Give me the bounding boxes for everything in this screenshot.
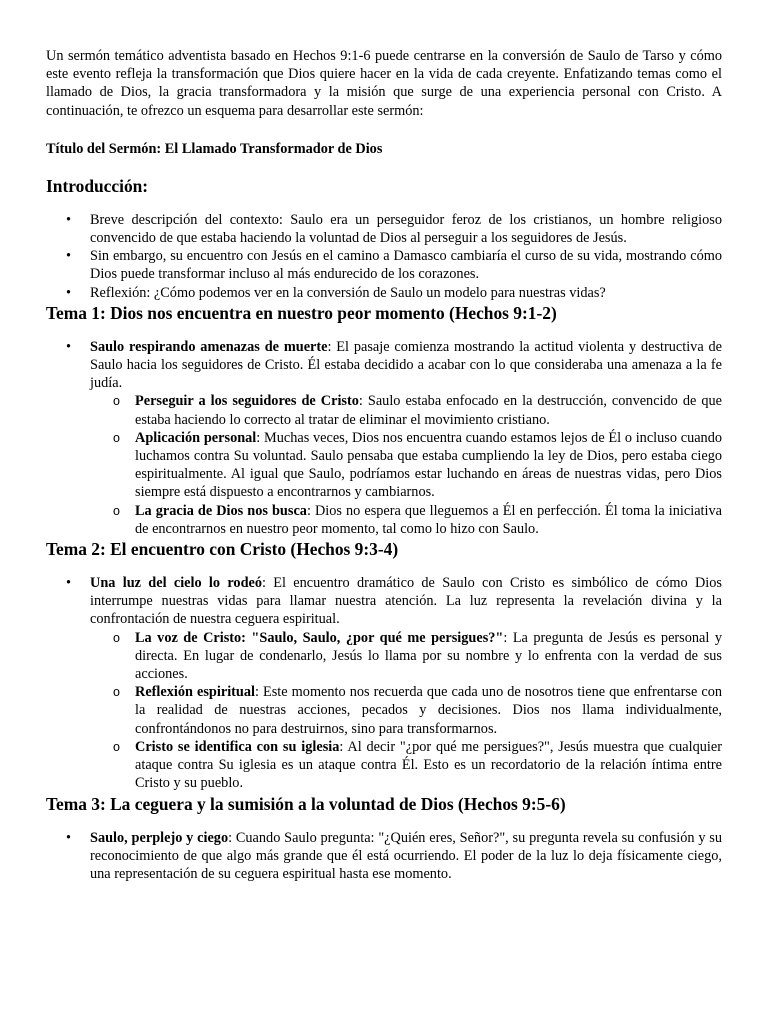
list-item <box>46 247 722 283</box>
tema3-heading: Tema 3: La ceguera y la sumisión a la voluntad de Dios (Hechos 9:5-6) <box>46 793 566 814</box>
sub-item-text: : Dios no espera que lleguemos a Él en perfección. Él toma la iniciativa de encontrarnos en nuestro peor momento, tal como lo hizo con Saulo. <box>135 502 722 537</box>
intro-paragraph: Un sermón temático adventista basado en Hechos 9:1-6 puede centrarse en la conversión de Saulo de Tarso y cómo este evento refleja la transformación que Dios quiere hacer en la vida de cada creyente. Enfatizando temas como el llamado de Dios, la gracia transformadora y la misión que surge de una experiencia personal con Cristo. A continuación, te ofrezco un esquema para desarrollar este sermón: <box>46 48 722 119</box>
sub-item-bold-lead: La gracia de Dios nos busca <box>135 502 307 519</box>
list-item <box>46 211 722 247</box>
sub-item-text: : Muchas veces, Dios nos encuentra cuando estamos lejos de Él o incluso cuando luchamos contra Su voluntad. Saulo pensaba que estaba cumpliendo la ley de Dios, pero estaba ciego espiritualmente. Al igual que Saulo, podríamos estar luchando en áreas de nuestras vidas, pero Dios siempre está dispuesto a encontrarnos y cambiarnos. <box>135 429 723 501</box>
tema3-list <box>46 829 722 884</box>
sub-list-item <box>90 392 722 428</box>
bullet-icon: • <box>66 211 72 228</box>
list-item-text: Reflexión: ¿Cómo podemos ver en la conversión de Saulo un modelo para nuestras vidas? <box>90 284 606 301</box>
sub-item-bold-lead: Aplicación personal <box>135 429 257 446</box>
introduccion-heading: Introducción: <box>46 175 149 196</box>
list-item <box>46 284 722 302</box>
item-bold-lead: Saulo, perplejo y ciego <box>90 829 229 846</box>
item-bold-lead: Saulo respirando amenazas de muerte <box>90 338 328 355</box>
sub-item-bold-lead: La voz de Cristo: "Saulo, Saulo, ¿por qué me persigues?" <box>135 629 504 646</box>
sub-item-text: : La pregunta de Jesús es personal y directa. En lugar de condenarlo, Jesús lo llama por su nombre y lo enfrenta con la verdad de sus acciones. <box>135 629 722 683</box>
sub-list-item <box>90 429 722 502</box>
item-text: : Cuando Saulo pregunta: "¿Quién eres, Señor?", su pregunta revela su confusión y su reconocimiento de que algo más grande que él está ocurriendo. El poder de la luz lo deja físicamente ciego, una representación de su ceguera espiritual hasta ese momento. <box>90 829 722 882</box>
list-item-text: Breve descripción del contexto: Saulo era un perseguidor feroz de los cristianos, un hombre religioso convencido de que estaba haciendo la voluntad de Dios al perseguir a los seguidores de Jesús. <box>90 211 722 247</box>
bullet-icon: • <box>66 338 72 355</box>
circle-bullet-icon: o <box>113 685 120 700</box>
introduccion-list <box>46 211 722 302</box>
tema1-heading: Tema 1: Dios nos encuentra en nuestro peor momento (Hechos 9:1-2) <box>46 302 557 323</box>
list-item <box>46 338 722 538</box>
sub-list-item <box>90 683 722 738</box>
sub-item-text: : Al decir "¿por qué me persigues?", Jesús muestra que cualquier ataque contra Su iglesia es un ataque contra Él. Esto es un recordatorio de la relación íntima entre Cristo y su pueblo. <box>135 738 722 792</box>
sub-list-item <box>90 629 722 684</box>
sub-item-bold-lead: Perseguir a los seguidores de Cristo <box>135 393 359 410</box>
item-text: : El pasaje comienza mostrando la actitud violenta y destructiva de Saulo hacia los seguidores de Cristo. Él estaba decidido a acabar con lo que consideraba una amenaza a la fe judía. <box>90 338 723 392</box>
list-item <box>46 574 722 792</box>
tema2-list <box>46 574 722 792</box>
sermon-title: Título del Sermón: El Llamado Transformador de Dios <box>46 140 383 157</box>
item-bold-lead: Una luz del cielo lo rodeó <box>90 575 263 592</box>
sub-list-item <box>90 502 722 538</box>
circle-bullet-icon: o <box>113 630 120 645</box>
circle-bullet-icon: o <box>113 430 120 445</box>
sub-item-text: : Saulo estaba enfocado en la destrucción, convencido de que estaba haciendo lo correcto al tratar de eliminar el movimiento cristiano. <box>135 393 722 428</box>
circle-bullet-icon: o <box>113 394 120 409</box>
bullet-icon: • <box>66 575 72 592</box>
bullet-icon: • <box>66 829 72 846</box>
tema2-heading: Tema 2: El encuentro con Cristo (Hechos 9:3-4) <box>46 539 399 560</box>
bullet-icon: • <box>66 248 72 265</box>
sub-item-bold-lead: Cristo se identifica con su iglesia <box>135 738 340 755</box>
list-item-text: Sin embargo, su encuentro con Jesús en el camino a Damasco cambiaría el curso de su vida, mostrando cómo Dios puede transformar incluso al más endurecido de los corazones. <box>90 248 722 283</box>
item-text: : El encuentro dramático de Saulo con Cristo es simbólico de cómo Dios interrumpe nuestras vidas para llamar nuestra atención. La luz representa la revelación divina y la confrontación de nuestra ceguera espiritual. <box>90 575 722 628</box>
tema1-list <box>46 338 722 538</box>
sub-list-item <box>90 738 722 793</box>
circle-bullet-icon: o <box>113 739 120 754</box>
sub-item-text: : Este momento nos recuerda que cada uno de nosotros tiene que enfrentarse con la realidad de nuestras acciones, pecados y decisiones. Dios nos llama individualmente, confrontándonos no para destruirnos, sino para transformarnos. <box>135 684 722 737</box>
circle-bullet-icon: o <box>113 503 120 518</box>
bullet-icon: • <box>66 284 72 301</box>
tema1-sublist <box>90 392 722 538</box>
sub-item-bold-lead: Reflexión espiritual <box>135 684 255 701</box>
list-item <box>46 829 722 884</box>
tema2-sublist <box>90 629 722 793</box>
